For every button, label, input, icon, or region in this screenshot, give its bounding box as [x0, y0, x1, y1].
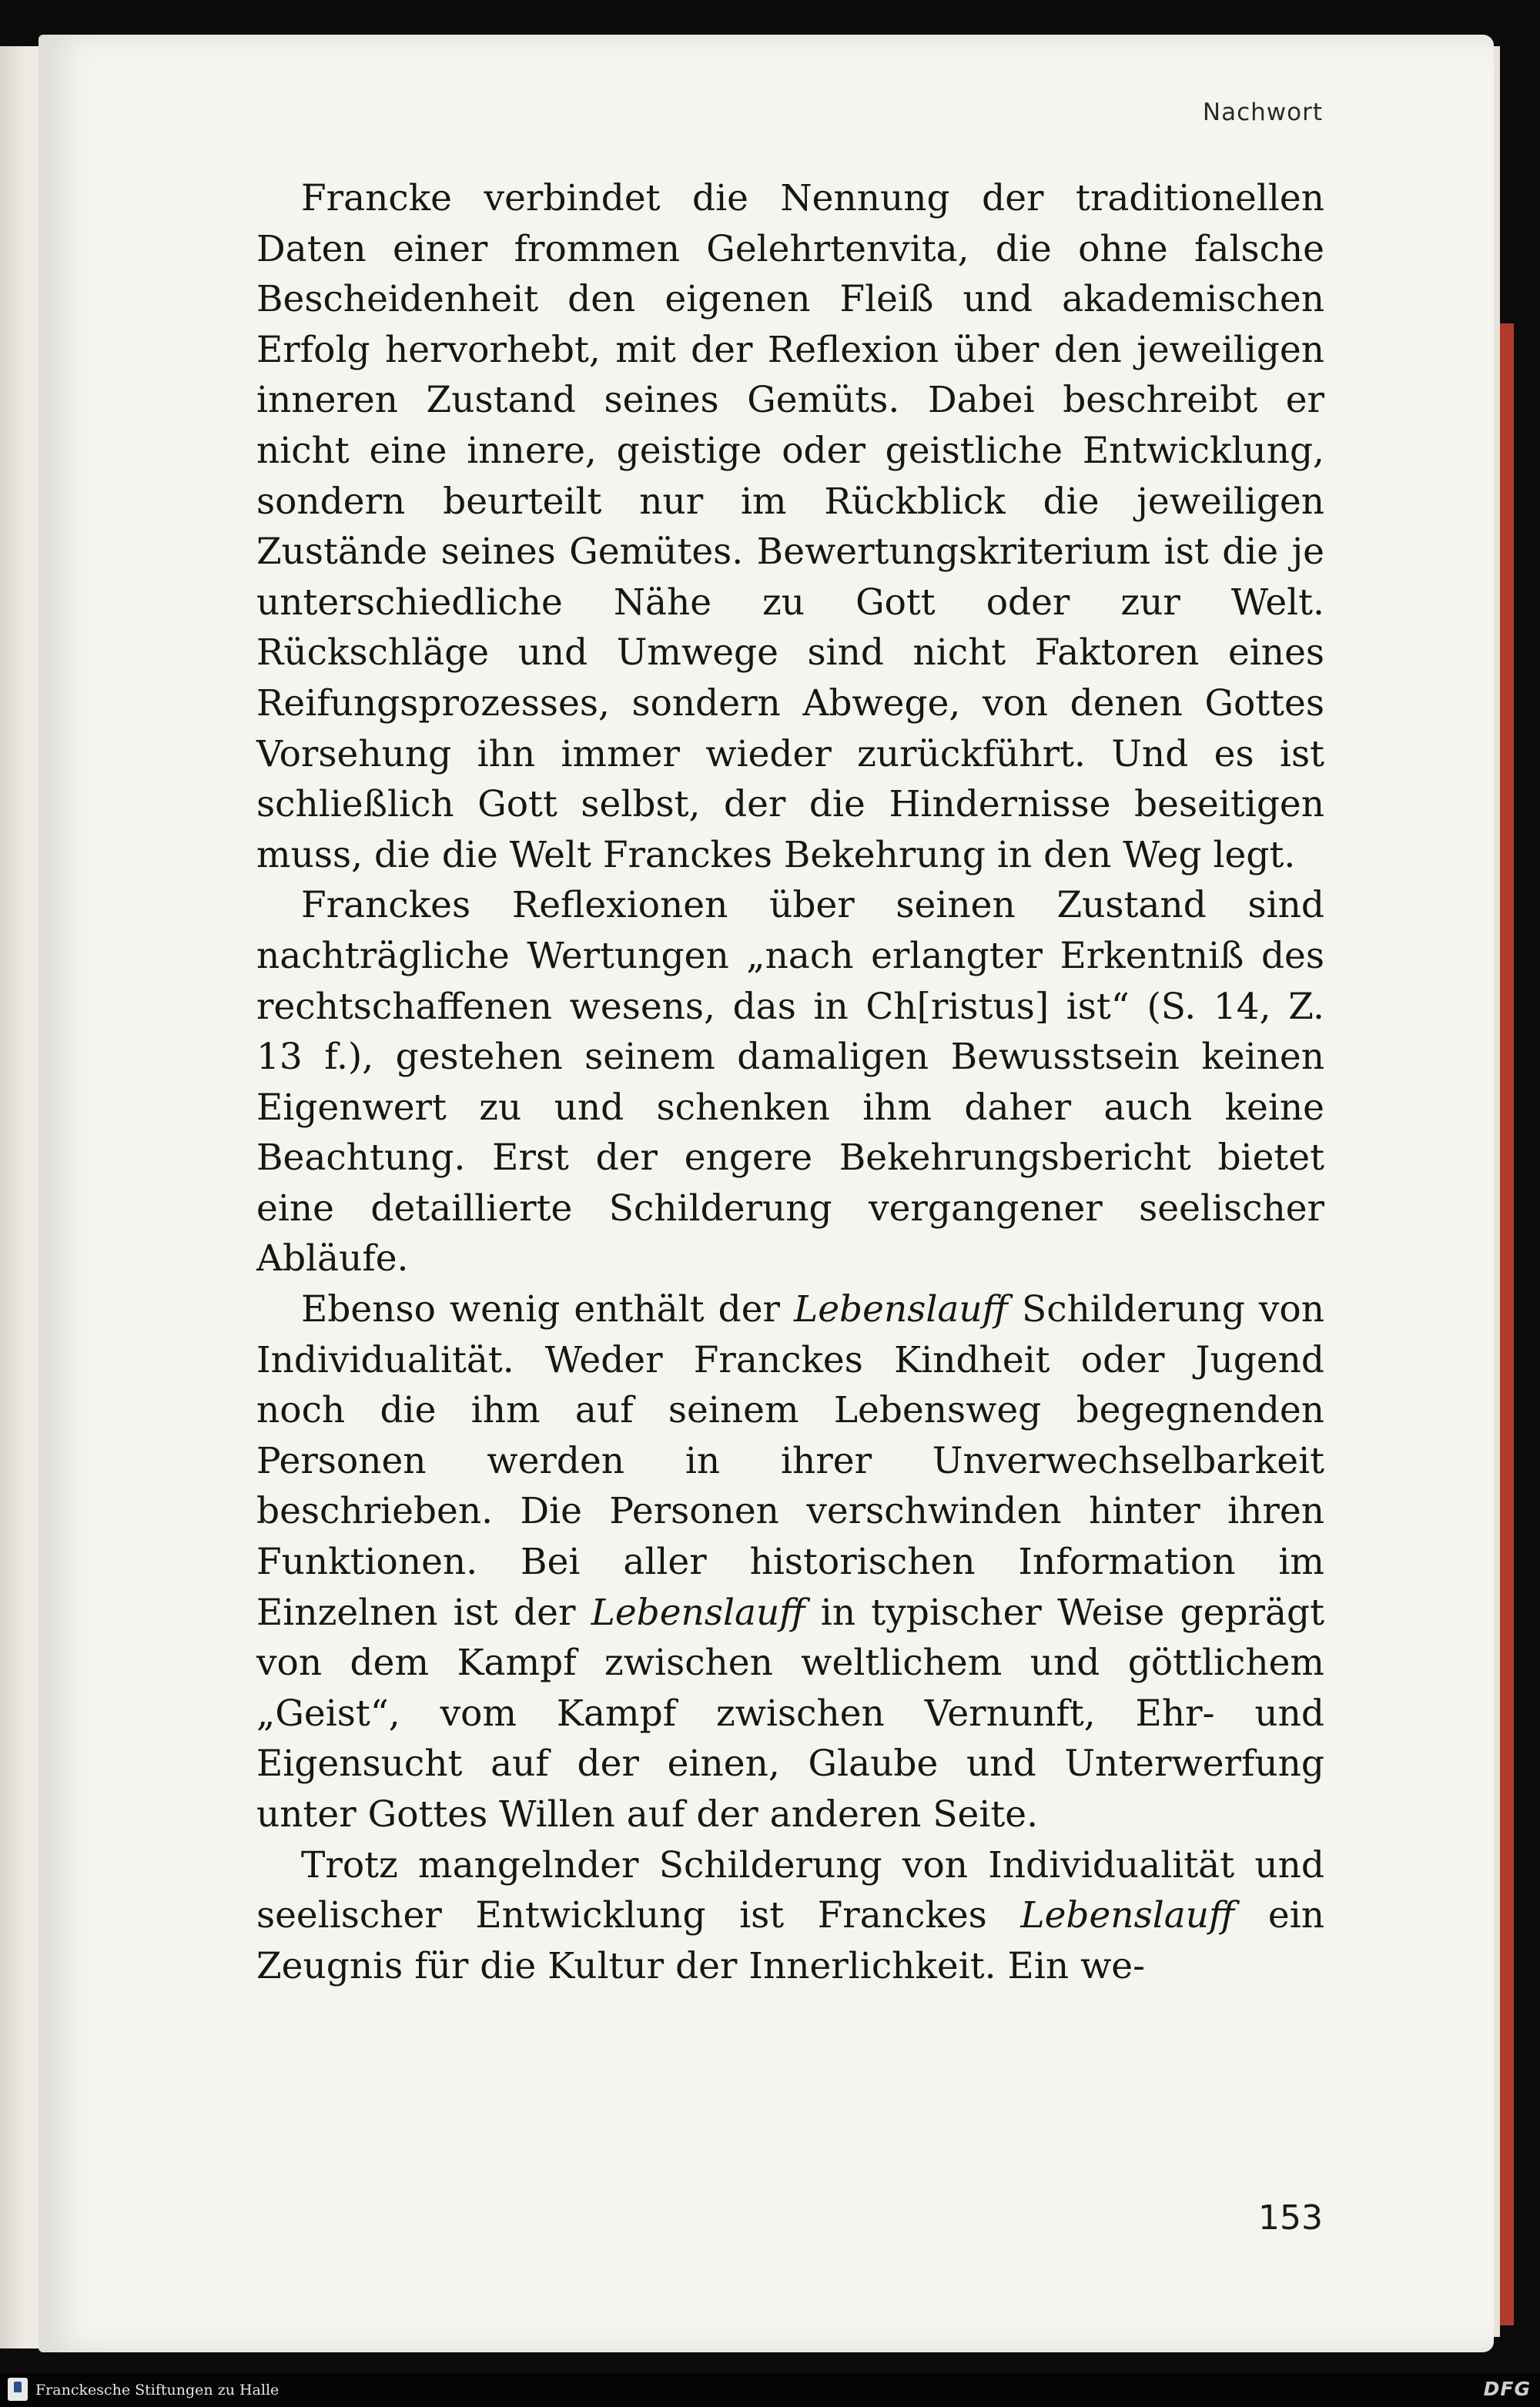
paragraph-2	[256, 880, 1324, 1284]
paragraph-3	[256, 1284, 1324, 1840]
italic-title: Lebenslauff	[1020, 1894, 1235, 1937]
text-run: Schilderung von Individualität. Weder Franckes Kindheit oder Jugend noch die ihm auf seinem Lebensweg begegnenden Personen werden in ihrer Unverwechselbarkeit beschrieben. Die Personen verschwinden hinter ihren Funktionen. Bei aller historischen Information im Einzelnen ist der	[256, 1288, 1324, 1634]
italic-title: Lebenslauff	[794, 1288, 1008, 1331]
red-cover-edge	[1500, 323, 1514, 2325]
text-run: Franckes Reflexionen über seinen Zustand sind nachträgliche Wertungen „nach erlangter Erkentniß des rechtschaffenen wesens, das in Ch[ristus] ist“ (S. 14, Z. 13 f.), gestehen seinem damaligen Bewusstsein keinen Eigenwert zu und schenken ihm daher auch keine Beachtung. Erst der engere Bekehrungsbericht bietet eine detaillierte Schilderung vergangener seelischer Abläufe.	[256, 884, 1324, 1280]
text-run: Ebenso wenig enthält der	[301, 1288, 795, 1331]
page-number: 153	[1258, 2198, 1323, 2238]
text-run: in typischer Weise geprägt von dem Kampf zwischen weltlichem und göttlichem „Geist“, vom Kampf zwischen Vernunft, Ehr- und Eigensucht auf der einen, Glaube und Unterwerfung unter Gottes Willen auf der anderen Seite.	[256, 1591, 1324, 1836]
text-run: ein Zeugnis für die Kultur der Innerlichkeit. Ein we-	[256, 1894, 1324, 1987]
body-text	[256, 173, 1324, 1991]
paragraph-1	[256, 173, 1324, 880]
footer-institution: Franckesche Stiftungen zu Halle	[35, 2382, 280, 2399]
text-run: Francke verbindet die Nennung der traditionellen Daten einer frommen Gelehrtenvita, die ohne falsche Bescheidenheit den eigenen Fleiß und akademischen Erfolg hervorhebt, mit der Reflexion über den jeweiligen inneren Zustand seines Gemüts. Dabei beschreibt er nicht eine innere, geistige oder geistliche Entwicklung, sondern beurteilt nur im Rückblick die jeweiligen Zustände seines Gemütes. Bewertungskriterium ist die je unterschiedliche Nähe zu Gott oder zur Welt. Rückschläge und Umwege sind nicht Faktoren eines Reifungsprozesses, sondern Abwege, von denen Gottes Vorsehung ihn immer wieder zurückführt. Und es ist schließlich Gott selbst, der die Hindernisse beseitigen muss, die die Welt Franckes Bekehrung in den Weg legt.	[256, 177, 1324, 876]
footer-bar	[0, 2373, 1540, 2407]
paragraph-4	[256, 1840, 1324, 1992]
institution-logo-icon	[8, 2378, 28, 2401]
dfg-logo: DFG	[1483, 2378, 1531, 2400]
text-run: Trotz mangelnder Schilderung von Individualität und seelischer Entwicklung ist Franckes	[256, 1843, 1324, 1937]
italic-title: Lebenslauff	[591, 1591, 805, 1634]
running-head: Nachwort	[1202, 99, 1323, 126]
